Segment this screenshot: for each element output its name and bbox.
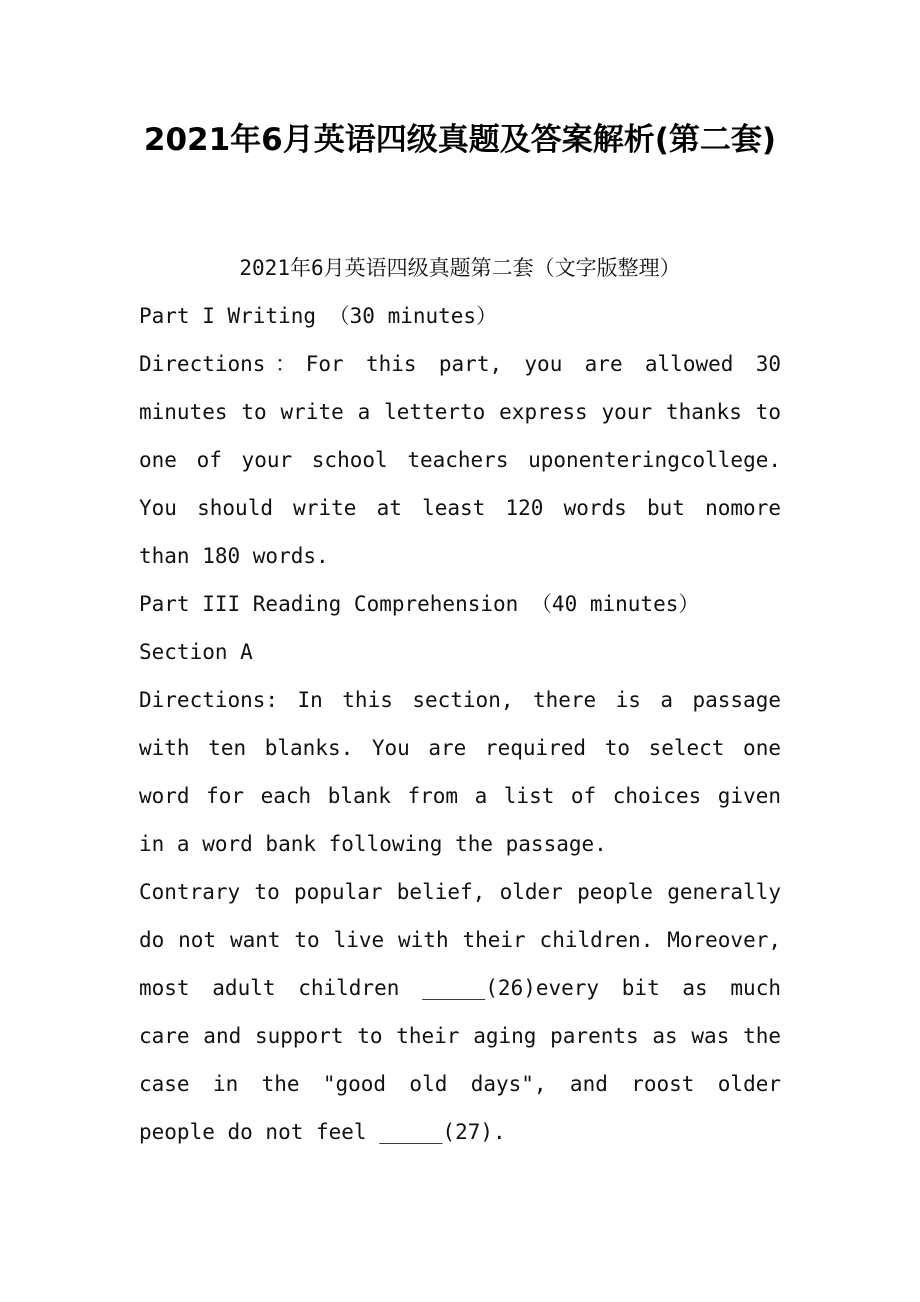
passage-paragraph: Contrary to popular belief, older people generally do not want to live with their children. Moreover, most adult children _____(26)every bit as much care and support to their aging parents as was the case in the "good old days", and roost older people do not feel _____(27).	[139, 880, 781, 1144]
section-a-directions: Directions: In this section, there is a passage with ten blanks. You are required to select one word for each blank from a list of choices given in a word bank following the passage.	[139, 688, 781, 856]
document-title: 2021年6月英语四级真题及答案解析(第二套)	[143, 122, 777, 158]
part1-heading: Part I Writing （30 minutes）	[139, 304, 498, 328]
part3-heading: Part III Reading Comprehension （40 minutes）	[139, 592, 700, 616]
section-a-heading: Section A	[139, 640, 253, 664]
document-subtitle: 2021年6月英语四级真题第二套（文字版整理）	[239, 256, 681, 280]
part1-directions: Directions：For this part, you are allowed 30 minutes to write a letterto express your thanks to one of your school teachers uponenteringcollege. You should write at least 120 words but nomore than 180 words.	[139, 352, 781, 568]
document-body	[139, 244, 781, 1156]
